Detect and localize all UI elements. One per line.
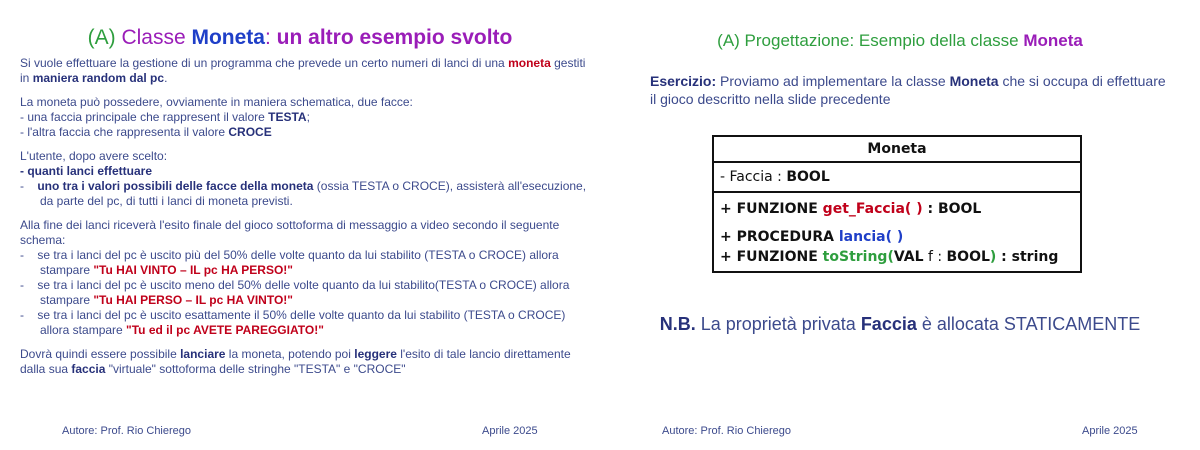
footer-date: Aprile 2025 <box>1082 425 1138 437</box>
text: se tra i lanci del pc è uscito meno del 50% delle volte quanto da lui stabilito(TESTA o CROCE) allora stampare <box>37 278 570 307</box>
highlight-faccia: faccia <box>71 362 106 376</box>
message-vinto: "Tu HAI VINTO – IL pc HA PERSO!" <box>93 263 293 277</box>
method-kind: + FUNZIONE <box>720 249 823 265</box>
highlight-moneta: moneta <box>508 56 551 70</box>
paragraph-conclusione <box>20 347 590 377</box>
paragraph-facce <box>20 95 590 140</box>
uml-method-get-faccia <box>720 199 1074 219</box>
method-name: lancia( ) <box>838 229 904 245</box>
message-pareggio: "Tu ed il pc AVETE PAREGGIATO!" <box>126 323 324 337</box>
footer-author: Autore: Prof. Rio Chierego <box>62 425 192 437</box>
bullet-facce: - uno tra i valori possibili delle facce della moneta (ossia TESTA o CROCE), assisterà all'esecuzione, da parte del pc, di tutti i lanci di moneta previsti. <box>20 179 587 208</box>
highlight-moneta: Moneta <box>949 73 999 89</box>
uml-method-tostring <box>720 247 1074 267</box>
highlight-lanciare: lanciare <box>180 347 226 361</box>
method-kind: + FUNZIONE <box>720 201 823 217</box>
title-rest: un altro esempio svolto <box>276 26 513 49</box>
nb-note <box>600 314 1200 335</box>
text-line: La moneta può possedere, ovviamente in maniera schematica, due facce: <box>20 95 413 109</box>
attribute-type: BOOL <box>786 169 830 185</box>
title-word: Classe <box>121 26 192 49</box>
param-mode: VAL <box>893 249 924 265</box>
title-class-name: Moneta <box>1023 31 1083 50</box>
title-class-name: Moneta <box>191 26 265 49</box>
paragraph-utente <box>20 149 590 209</box>
bullet-pareggio: - se tra i lanci del pc è uscito esattamente il 50% delle volte quanto da lui stabilito (TESTA o CROCE) allora stampare "Tu ed il pc AVETE PAREGGIATO!" <box>20 308 566 337</box>
text: la moneta, potendo poi <box>225 347 355 361</box>
text-line <box>20 110 590 125</box>
slide-title <box>0 24 600 52</box>
highlight-leggere: leggere <box>354 347 397 361</box>
method-type: : string <box>996 249 1059 265</box>
message-perso: "Tu HAI PERSO – IL pc HA VINTO!" <box>93 293 293 307</box>
method-name: toString( <box>822 249 894 265</box>
text: . <box>164 71 168 85</box>
text: - una faccia principale che rappresent il valore <box>20 110 269 124</box>
highlight-faccia: Faccia <box>860 314 917 334</box>
slide-title <box>600 27 1200 55</box>
method-type: : BOOL <box>922 201 982 217</box>
uml-method-lancia <box>720 227 1074 247</box>
paragraph-intro <box>20 56 590 86</box>
text: (ossia TESTA o CROCE), assisterà all'esecuzione, da parte del pc, di tutti i lanci di moneta previsti. <box>40 179 587 208</box>
text: "virtuale" sottoforma delle stringhe "TESTA" e "CROCE" <box>105 362 406 376</box>
uml-class-diagram <box>712 135 1082 273</box>
text: se tra i lanci del pc è uscito esattamente il 50% delle volte quanto da lui stabilito (TESTA o CROCE) allora stampare <box>37 308 566 337</box>
slide-body <box>20 56 590 386</box>
uml-class-name: Moneta <box>714 137 1080 163</box>
highlight: uno tra i valori possibili delle facce della moneta <box>37 179 314 193</box>
footer-date: Aprile 2025 <box>482 425 538 437</box>
text: La proprietà privata <box>695 314 861 334</box>
method-name: get_Faccia( ) <box>822 201 923 217</box>
attribute-name: - Faccia : <box>720 169 787 185</box>
title-prefix: (A) <box>87 26 122 49</box>
highlight-random: maniera random dal pc <box>32 71 165 85</box>
text-line <box>20 125 590 140</box>
exercise-text <box>650 72 1170 108</box>
text: Dovrà quindi essere possibile <box>20 347 181 361</box>
text: l'esito di tale lancio direttamente dalla sua <box>20 347 571 376</box>
uml-attribute <box>714 163 1080 193</box>
bullet-vinto: - se tra i lanci del pc è uscito più del 50% delle volte quanto da lui stabilito (TESTA o CROCE) allora stampare "Tu HAI VINTO – IL pc HA PERSO!" <box>20 248 559 277</box>
slide-right <box>600 0 1200 450</box>
text: ; <box>306 110 310 124</box>
bullet-lanci: - quanti lanci effettuare <box>20 164 153 178</box>
text-line: Alla fine dei lanci riceverà l'esito finale del gioco sottoforma di messaggio a video secondo il seguente schema: <box>20 218 560 247</box>
title-prefix: (A) Progettazione: Esempio della classe <box>717 31 1024 50</box>
footer-author: Autore: Prof. Rio Chierego <box>662 425 792 437</box>
uml-methods <box>714 193 1080 271</box>
highlight-croce: CROCE <box>228 125 272 139</box>
method-close: ) <box>989 249 997 265</box>
text: - l'altra faccia che rappresenta il valore <box>20 125 229 139</box>
text: gestiti in <box>20 56 586 85</box>
highlight-testa: TESTA <box>268 110 307 124</box>
text: se tra i lanci del pc è uscito più del 50% delle volte quanto da lui stabilito (TESTA o CROCE) allora stampare <box>37 248 559 277</box>
text: è allocata STATICAMENTE <box>916 314 1141 334</box>
param-name: f : <box>923 249 947 265</box>
text: Si vuole effettuare la gestione di un programma che prevede un certo numeri di lanci di una <box>20 56 509 70</box>
text: Proviamo ad implementare la classe <box>716 73 950 89</box>
text: che si occupa di effettuare il gioco descritto nella slide precedente <box>650 73 1166 107</box>
param-type: BOOL <box>946 249 990 265</box>
paragraph-esito <box>20 218 590 338</box>
exercise-label: Esercizio: <box>650 73 717 89</box>
title-colon: : <box>264 26 277 49</box>
method-kind: + PROCEDURA <box>720 229 839 245</box>
nb-label: N.B. <box>659 314 696 334</box>
text-line: L'utente, dopo avere scelto: <box>20 149 168 163</box>
bullet-perso: - se tra i lanci del pc è uscito meno del 50% delle volte quanto da lui stabilito(TESTA o CROCE) allora stampare "Tu HAI PERSO – IL pc HA VINTO!" <box>20 278 570 307</box>
